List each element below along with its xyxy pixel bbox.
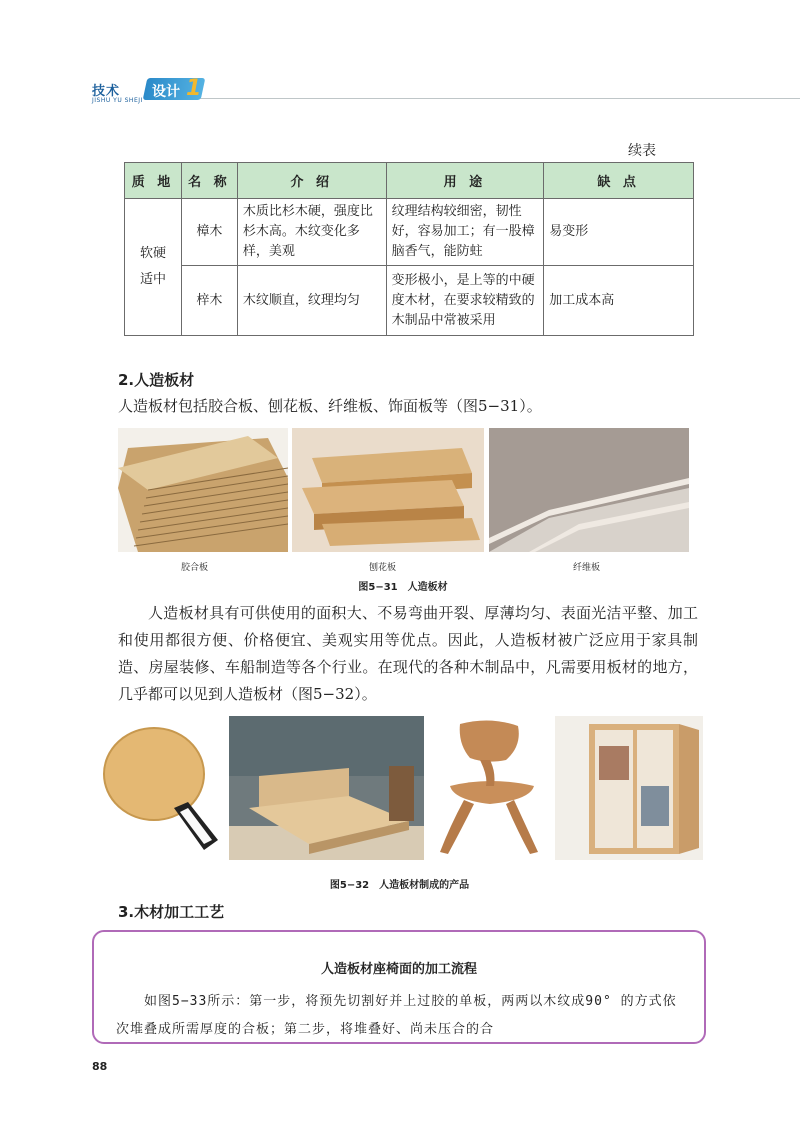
brand-design-label: 设计 [152,84,180,100]
column-header-name: 名 称 [181,163,237,199]
figure-5-32-caption: 图5−32 人造板材制成的产品 [329,880,470,891]
continued-table-label: 续表 [628,143,656,159]
wood-use-cell: 变形极小，是上等的中硬度木材，在要求较精致的木制品中常被采用 [386,266,544,336]
brand-pinyin-label: JISHU YU SHEJI [92,97,143,104]
column-header-defect: 缺 点 [544,163,694,199]
section-heading-wood-processing: 3.木材加工工艺 [118,903,225,921]
column-header-use: 用 途 [386,163,544,199]
wood-use-cell: 纹理结构较细密，韧性好，容易加工；有一股樟脑香气，能防蛀 [386,199,544,266]
page-number: 88 [92,1060,108,1073]
section-heading-artificial-boards: 2.人造板材 [118,371,195,389]
header-rule [200,98,800,99]
brand-volume-number: 1 [186,76,202,101]
section-intro-text: 人造板材包括胶合板、刨花板、纤维板、饰面板等（图5−31）。 [118,397,542,415]
particleboard-caption: 刨花板 [369,563,397,573]
wooden-bed-photo [229,716,424,860]
plywood-chair-photo [430,716,548,860]
fiberboard-photo [489,428,689,552]
plywood-photo [118,428,288,552]
column-header-intro: 介 绍 [237,163,386,199]
brand-technology-label: 技术 [92,84,121,99]
process-box-title: 人造板材座椅面的加工流程 [320,962,477,977]
table-row [125,199,694,266]
plywood-caption: 胶合板 [181,563,209,573]
process-box-text: 如图5−33所示：第一步，将预先切割好并上过胶的单板，两两以木纹成90° 的方式依次堆叠成所需厚度的合板；第二步，将堆叠好、尚未压合的合 [116,994,677,1037]
fiberboard-caption: 纤维板 [573,563,601,573]
table-header-row [125,163,694,199]
wood-name-cell: 梓木 [181,266,237,336]
wood-intro-cell: 木纹顺直，纹理均匀 [237,266,386,336]
table-tennis-paddle-photo [96,716,224,856]
texture-group-cell: 软硬适中 [125,199,182,336]
wood-intro-cell: 木质比杉木硬，强度比杉木高。木纹变化多样，美观 [237,199,386,266]
figure-5-31-caption: 图5−31 人造板材 [358,582,448,593]
particleboard-photo [292,428,484,552]
column-header-texture: 质 地 [125,163,182,199]
wood-name-cell: 樟木 [181,199,237,266]
wood-defect-cell: 易变形 [544,199,694,266]
wood-types-table [124,162,694,336]
process-info-box [92,930,706,1044]
wood-defect-cell: 加工成本高 [544,266,694,336]
wardrobe-photo [555,716,703,860]
table-row [125,266,694,336]
section-body-paragraph: 人造板材具有可供使用的面积大、不易弯曲开裂、厚薄均匀、表面光洁平整、加工和使用都很方便、价格便宜、美观实用等优点。因此，人造板材被广泛应用于家具制造、房屋装修、车船制造等各个行业。在现代的各种木制品中，凡需要用板材的地方，几乎都可以见到人造板材（图5−32）。 [118,604,698,703]
